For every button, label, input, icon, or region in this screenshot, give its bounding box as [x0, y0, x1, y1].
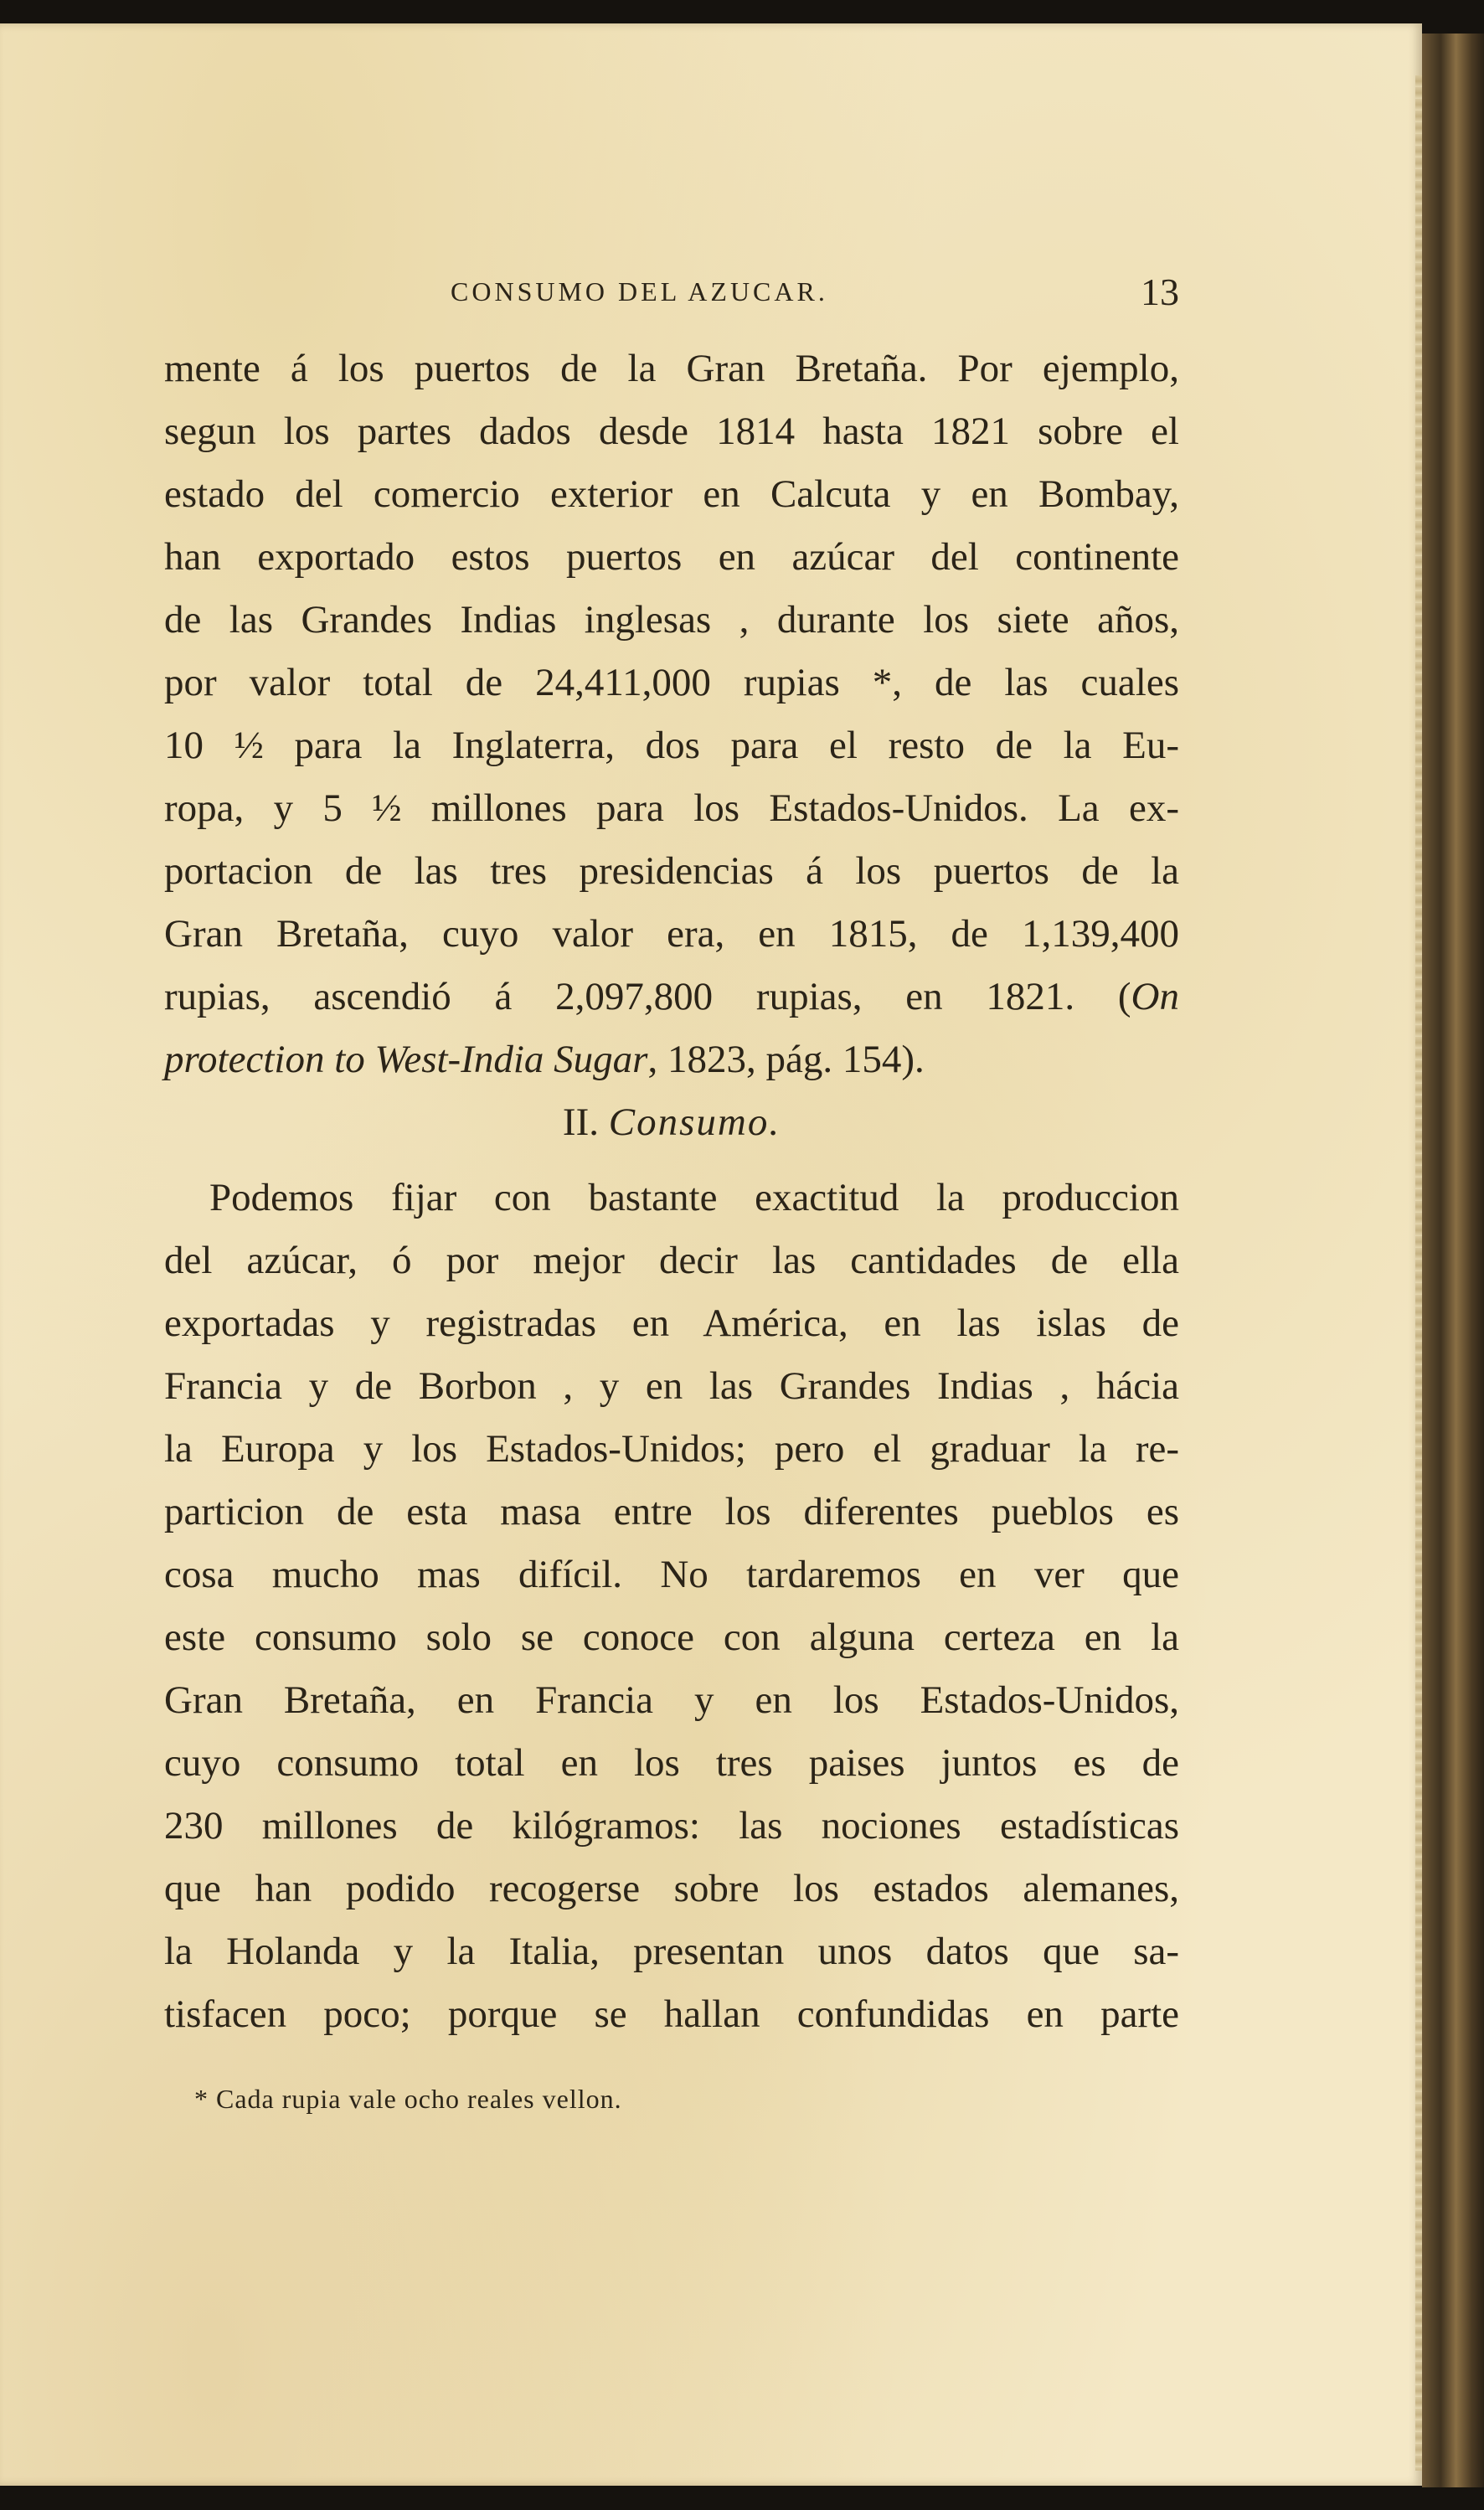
text-line-with-citation-start: [164, 972, 1179, 1022]
text-line: Gran Bretaña, en Francia y en los Estados-Unidos,: [164, 1678, 1179, 1722]
citation-title-start: On: [1131, 975, 1179, 1018]
running-head: [164, 270, 1179, 320]
text-line: cuyo consumo total en los tres paises juntos es de: [164, 1741, 1179, 1785]
text-line: Gran Bretaña, cuyo valor era, en 1815, de 1,139,400: [164, 912, 1179, 956]
section-heading: [164, 1097, 1179, 1147]
text-line: por valor total de 24,411,000 rupias *, de las cuales: [164, 661, 1179, 704]
text-line: particion de esta masa entre los diferentes pueblos es: [164, 1490, 1179, 1533]
footnote: * Cada rupia vale ocho reales vellon.: [194, 2084, 622, 2114]
text-line: la Europa y los Estados-Unidos; pero el graduar la re-: [164, 1427, 1179, 1471]
citation-lead: rupias, ascendió á 2,097,800 rupias, en 1821. (: [164, 975, 1131, 1018]
section-title: Consumo.: [608, 1100, 781, 1144]
book-spine: [1422, 34, 1484, 2487]
running-title: CONSUMO DEL AZUCAR.: [451, 276, 828, 307]
text-line: de las Grandes Indias inglesas , durante los siete años,: [164, 598, 1179, 642]
text-line: este consumo solo se conoce con alguna certeza en la: [164, 1616, 1179, 1659]
text-line: han exportado estos puertos en azúcar del continente: [164, 535, 1179, 579]
text-line: Francia y de Borbon , y en las Grandes Indias , hácia: [164, 1364, 1179, 1408]
text-line: Podemos fijar con bastante exactitud la produccion: [209, 1176, 1179, 1219]
text-line: ropa, y 5 ½ millones para los Estados-Unidos. La ex-: [164, 786, 1179, 830]
text-line: que han podido recogerse sobre los estados alemanes,: [164, 1867, 1179, 1910]
citation-details: , 1823, pág. 154).: [647, 1038, 925, 1081]
text-line: segun los partes dados desde 1814 hasta 1821 sobre el: [164, 410, 1179, 453]
citation-line: [164, 1034, 1179, 1085]
text-line: del azúcar, ó por mejor decir las cantidades de ella: [164, 1239, 1179, 1282]
citation-title: protection to West-India Sugar: [164, 1038, 648, 1081]
page-number: 13: [1141, 271, 1179, 313]
section-numeral: II.: [562, 1100, 599, 1144]
text-line: mente á los puertos de la Gran Bretaña. Por ejemplo,: [164, 347, 1179, 390]
text-line: tisfacen poco; porque se hallan confundidas en parte: [164, 1992, 1179, 2036]
text-line: cosa mucho mas difícil. No tardaremos en ver que: [164, 1553, 1179, 1596]
text-line: portacion de las tres presidencias á los puertos de la: [164, 849, 1179, 893]
text-line: exportadas y registradas en América, en las islas de: [164, 1301, 1179, 1345]
text-line: estado del comercio exterior en Calcuta y en Bombay,: [164, 472, 1179, 516]
text-line: 10 ½ para la Inglaterra, dos para el resto de la Eu-: [164, 724, 1179, 767]
text-line: 230 millones de kilógramos: las nociones estadísticas: [164, 1804, 1179, 1848]
text-line: la Holanda y la Italia, presentan unos datos que sa-: [164, 1930, 1179, 1973]
